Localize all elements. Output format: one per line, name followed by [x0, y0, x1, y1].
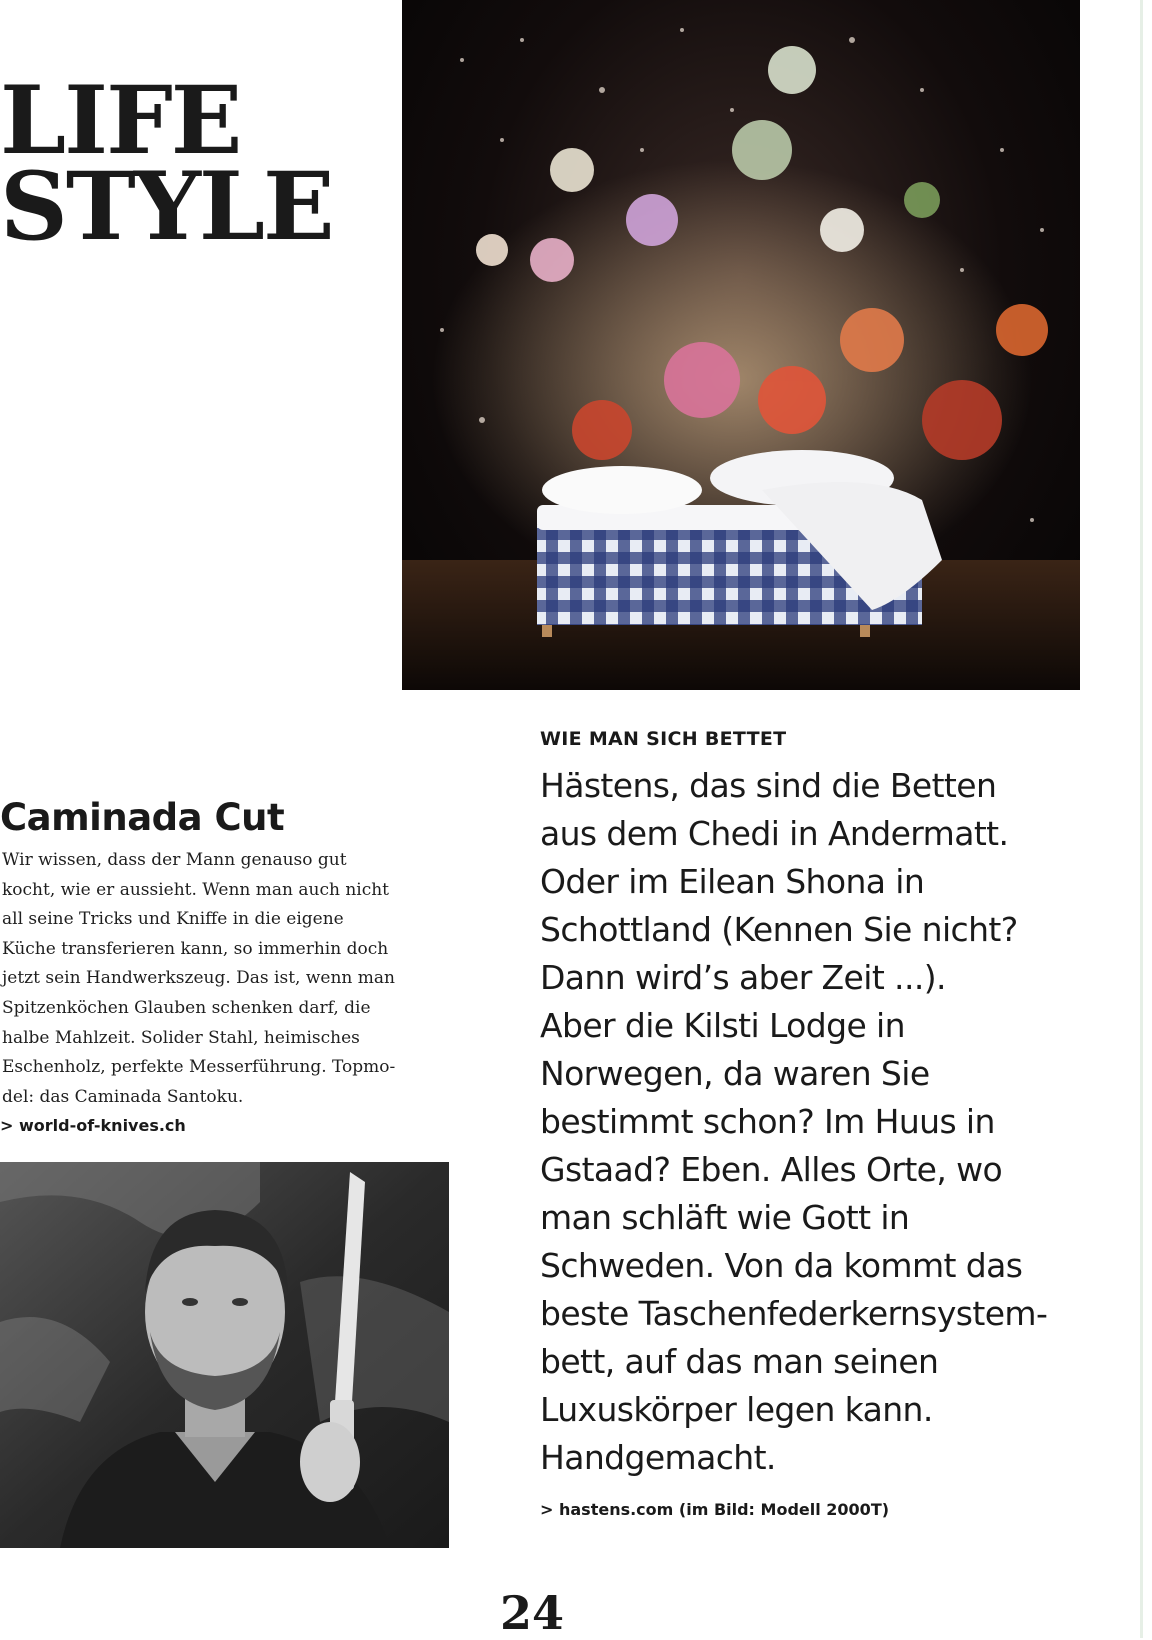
bed-article-line: bestimmt schon? Im Huus in	[540, 1102, 995, 1141]
section-title-line-2: STYLE	[0, 152, 333, 262]
bed-article-line: Hästens, das sind die Betten	[540, 766, 997, 805]
bed-article-lead	[540, 762, 1048, 1482]
bed-article-line: Gstaad? Eben. Alles Orte, wo	[540, 1150, 1003, 1189]
knife-article-body	[2, 846, 402, 1112]
knife-article-headline: Caminada Cut	[0, 796, 285, 839]
bed-article-line: man schläft wie Gott in	[540, 1198, 910, 1237]
bed-article-kicker: WIE MAN SICH BETTET	[540, 728, 787, 750]
bed-article-line: Schweden. Von da kommt das	[540, 1246, 1023, 1285]
bed-article-line: Aber die Kilsti Lodge in	[540, 1006, 905, 1045]
bed-article-line: Dann wird’s aber Zeit ...).	[540, 958, 946, 997]
bed-article-line: Norwegen, da waren Sie	[540, 1054, 930, 1093]
knife-article-line: halbe Mahlzeit. Solider Stahl, heimisches	[2, 1027, 360, 1048]
knife-article-line: jetzt sein Handwerkszeug. Das ist, wenn man	[2, 968, 395, 989]
bed-article-line: Luxuskörper legen kann.	[540, 1390, 933, 1429]
knife-article-line: kocht, wie er aussieht. Wenn man auch nicht	[2, 879, 390, 900]
section-title-line-1: LIFE	[0, 66, 241, 176]
bed-article-line: Schottland (Kennen Sie nicht?	[540, 910, 1018, 949]
bed-article-line: Oder im Eilean Shona in	[540, 862, 925, 901]
knife-article-line: Küche transferieren kann, so immerhin doch	[2, 938, 389, 959]
bed-article-line: beste Taschenfederkernsystem-	[540, 1294, 1048, 1333]
mattress-bed-icon	[402, 0, 1080, 690]
hero-bed-photo	[402, 0, 1080, 690]
chef-with-knife-icon	[0, 1162, 449, 1548]
page-number: 24	[500, 1586, 565, 1640]
knife-article-line: Wir wissen, dass der Mann genauso gut	[2, 850, 347, 870]
bed-article-line: bett, auf das man seinen	[540, 1342, 939, 1381]
knife-article-line: all seine Tricks und Kniffe in die eigene	[2, 909, 344, 930]
section-title	[0, 66, 333, 262]
page-edge-line	[1140, 0, 1143, 1638]
chef-portrait-photo	[0, 1162, 449, 1548]
bed-article-source-link[interactable]: > hastens.com (im Bild: Modell 2000T)	[540, 1500, 890, 1519]
knife-article-line: del: das Caminada Santoku.	[2, 1086, 244, 1107]
knife-article-source-link[interactable]: > world-of-knives.ch	[0, 1116, 186, 1135]
bed-article-line: Handgemacht.	[540, 1438, 776, 1477]
bed-article-line: aus dem Chedi in Andermatt.	[540, 814, 1009, 853]
knife-article-line: Spitzenköchen Glauben schenken darf, die	[2, 997, 371, 1018]
knife-article-line: Eschenholz, perfekte Messerführung. Topmo-	[2, 1057, 396, 1078]
